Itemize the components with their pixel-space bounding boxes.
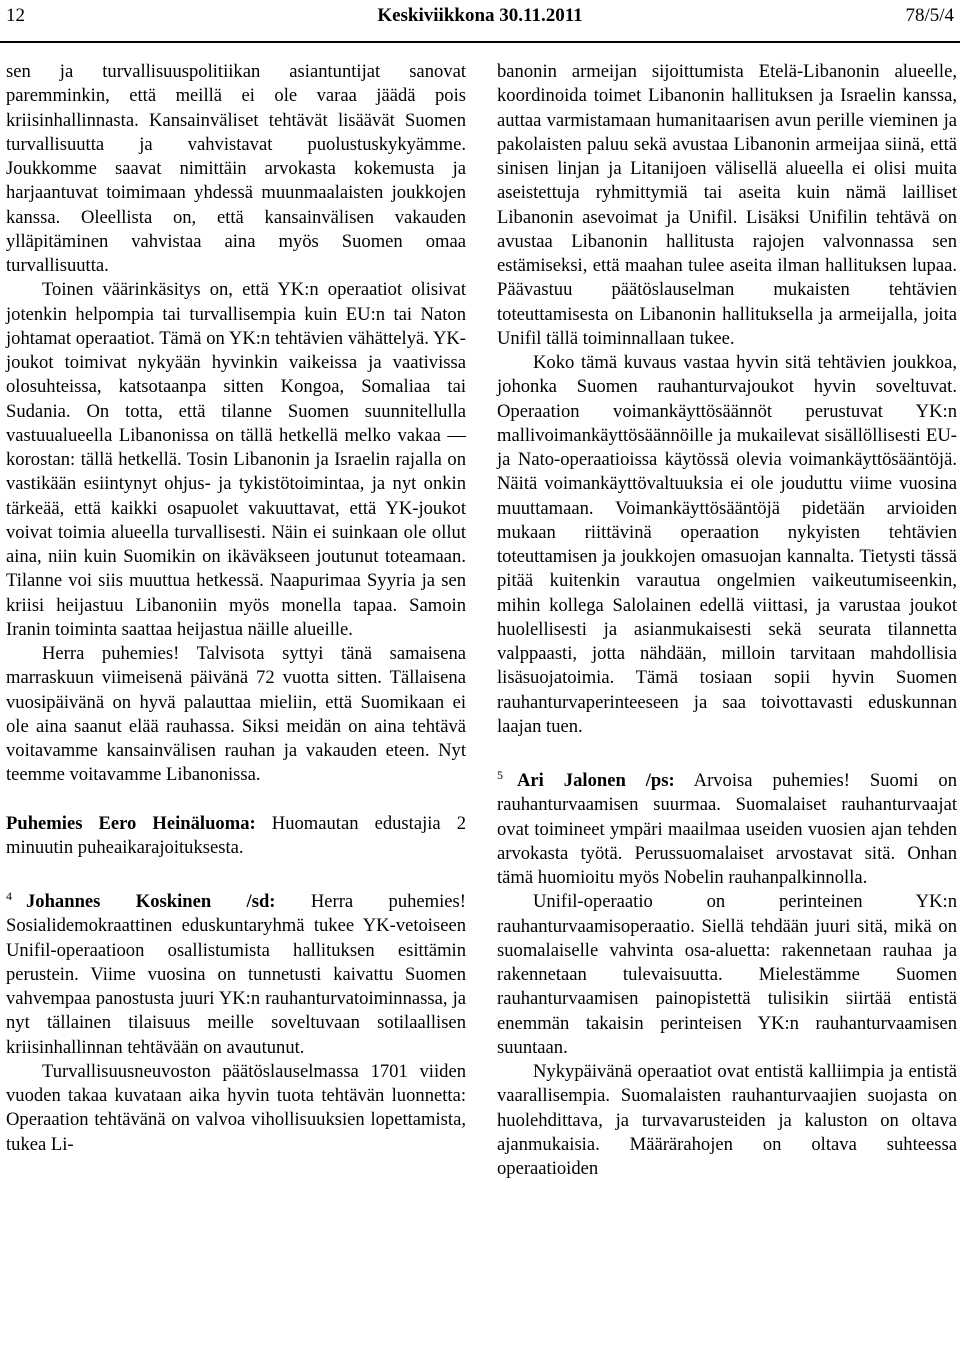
chair-remark — [6, 812, 466, 861]
left-column — [6, 60, 466, 1157]
paragraph: Turvallisuusneuvoston päätöslauselmassa 1701 viiden vuoden takaa kuvataan aika hyvin tuota tehtävän luonnetta: Operaation tehtävänä on valvoa vihollisuuksien lopettamista, tukea Li- — [6, 1060, 466, 1155]
speech-number: 5 — [497, 768, 503, 782]
speech-text: Arvoisa puhemies! Suomi on rauhanturvaamisen suurmaa. Suomalaiset rauhanturvaajat ovat toimineet ympäri maailmaa useiden vuosien ajan tehden arvokasta työtä. Perussuomalaiset arvostavat sitä. Onhan tämä huomioitu myös Nobelin rauhanpalkinnolla. — [497, 770, 957, 888]
speech-number: 4 — [6, 889, 12, 903]
paragraph: Herra puhemies! Talvisota syttyi tänä samaisena marraskuun viimeisenä päivänä 72 vuotta sitten. Tällaisena vuosipäivänä on hyvä palauttaa mieliin, että Suomikaan ei ole aina saanut elää rauhassa. Siksi meidän on aina tehtävä voitavamme kansainvälisen rauhan ja vakauden eteen. Nyt teemme voitavamme Libanonissa. — [6, 643, 466, 786]
speech-start — [6, 884, 466, 1060]
paragraph: Unifil-operaatio on perinteinen YK:n rauhanturvaamisoperaatio. Siellä tehdään juuri sitä, mikä on suomalaiselle vahvinta osa-aluetta: rakennetaan rauhaa ja rakennetaan tulevaisuutta. Mielestämme Suomen rauhanturvaamisen painopistettä tulisikin siirtää entistä enemmän takaisin perinteisen YK:n rauhanturvaamisen suuntaan. — [497, 891, 957, 1058]
right-column — [497, 60, 957, 1181]
session-date: Keskiviikkona 30.11.2011 — [377, 5, 583, 26]
paragraph: banonin armeijan sijoittumista Etelä-Libanonin alueelle, koordinoida toimet Libanonin hallituksen ja Israelin kanssa, auttaa varmistamaan humanitaarisen avun perille vieminen ja pakolaisten paluu sekä avustaa Libanonin armeijaa siinä, että sinisen linjan ja Litanijoen välisellä alueella ei olisi muita aseistettuja ryhmittymiä tai aseita kuin nämä lailliset Libanonin asevoimat ja Unifil. Lisäksi Unifilin tehtävä on avustaa Libanonin hallitusta rajojen valvonnassa sen estämiseksi, että maahan tulee aseita ilman hallituksen lupaa. Päävastuu päätöslauselman mukaisten tehtävien toteuttamisesta on Libanonin hallituksella ja armeijalla, joita Unifil tällä toiminnallaan tukee. — [497, 61, 957, 349]
paragraph: Koko tämä kuvaus vastaa hyvin sitä tehtävien joukkoa, johonka Suomen rauhanturvajoukot hyvin soveltuvat. Operaation voimankäyttösäännöt perustuvat YK:n mallivoimankäyttösäännöille ja mukailevat sisällöllisesti EU- ja Nato-operaatioissa käytössä olevia voimankäyttösääntöjä. Näitä voimankäyttövaltuuksia ei ole jouduttu viime vuosina muuttamaan. Voimankäyttösääntöjä pidetään arvioiden mukaan riittävinä operaation nykyisten tehtävien toteuttamisen ja joukkojen omasuojan kannalta. Tietysti tässä pitää kuitenkin varautua ongelmien vaikeutumiseenkin, mihin kollega Salolainen edellä viittasi, ja varustaa joukot huolellisesti ja asianmukaisesti sekä seurata tilannetta valppaasti, jotta nähdään, milloin tarvitaan mahdollisia lisäsuojatoimia. Tämä tosiaan sopii hyvin Suomen rauhanturvaperinteeseen ja saa toivottavasti eduskunnan laajan tuen. — [497, 352, 957, 737]
speech-text: Herra puhemies! Sosialidemokraattinen eduskuntaryhmä tukee YK-vetoiseen Unifil-operaatioon osallistumista hallituksen esittämin perustein. Viime vuosina on tunnetusti kaivattu Suomen vahvempaa panostusta juuri YK:n rauhanturvatoiminnassa, ja nyt tällainen tilaisuus meille soveltuvaan sotilaallisen kriisinhallinnan tehtävään on avautunut. — [6, 891, 466, 1058]
header-rule — [0, 41, 960, 43]
record-reference: 78/5/4 — [905, 5, 954, 26]
remark-text: Huomautan edustajia 2 minuutin puheaikarajoituksesta. — [6, 812, 467, 858]
paragraph: Toinen väärinkäsitys on, että YK:n operaatiot olisivat jotenkin helpompia tai turvallisempia kuin EU:n tai Naton johtamat operaatiot. Tämä on YK:n tehtävien vähättelyä. YK-joukot toimivat nykyään hyvinkin vaikeissa ja vaativissa olosuhteissa, katsotaanpa sitten Kongoa, Somaliaa tai Sudania. On totta, että tilanne Suomen suunnitellulla vastuualueella Libanonissa on tällä hetkellä melko vakaa — korostan: tällä hetkellä. Tosin Libanonin ja Israelin rajalla on vastikään esiintynyt ohjus- ja tykistötoimintaa, ja nyt onkin tärkeää, että kaikki osapuolet vakuuttavat, että YK-joukot voivat toimia alueella turvallisesti. Näin ei suinkaan ole ollut aina, niin kuin Suomikin on ikäväkseen joutunut toteamaan. Tilanne voi siis muuttua hetkessä. Naapurimaa Syyria ja sen kriisi heijastuu Libanoniin myös monella tapaa. Samoin Iranin toiminta saattaa heijastua näille alueille. — [6, 279, 466, 640]
paragraph: sen ja turvallisuuspolitiikan asiantuntijat sanovat paremminkin, että meillä ei ole varaa jäädä pois kriisinhallinnasta. Kansainväliset tehtävät lisäävät Suomen turvallisuutta ja vahvistavat puolustuskykyämme. Joukkomme saavat nimittäin arvokasta kokemusta ja harjaantuvat toimimaan yhdessä muunmaalaisten joukkojen kanssa. Oleellista on, että kansainvälisen vakauden ylläpitäminen vahvistaa aina myös Suomen omaa turvallisuutta. — [6, 61, 466, 276]
page-number: 12 — [6, 5, 25, 26]
speaker-name: Ari Jalonen /ps: — [517, 770, 675, 791]
speaker-name: Puhemies Eero Heinäluoma: — [6, 812, 256, 834]
paragraph: Nykypäivänä operaatiot ovat entistä kalliimpia ja entistä vaarallisempia. Suomalaisten rauhanturvaajien suojasta on huolehdittava, ja turvavarusteiden ja kaluston on oltava ajanmukaisia. Määrärahojen on oltava suhteessa operaatioiden — [497, 1061, 957, 1179]
speaker-name: Johannes Koskinen /sd: — [26, 891, 276, 912]
speech-start — [497, 763, 957, 890]
page-header — [6, 2, 954, 30]
